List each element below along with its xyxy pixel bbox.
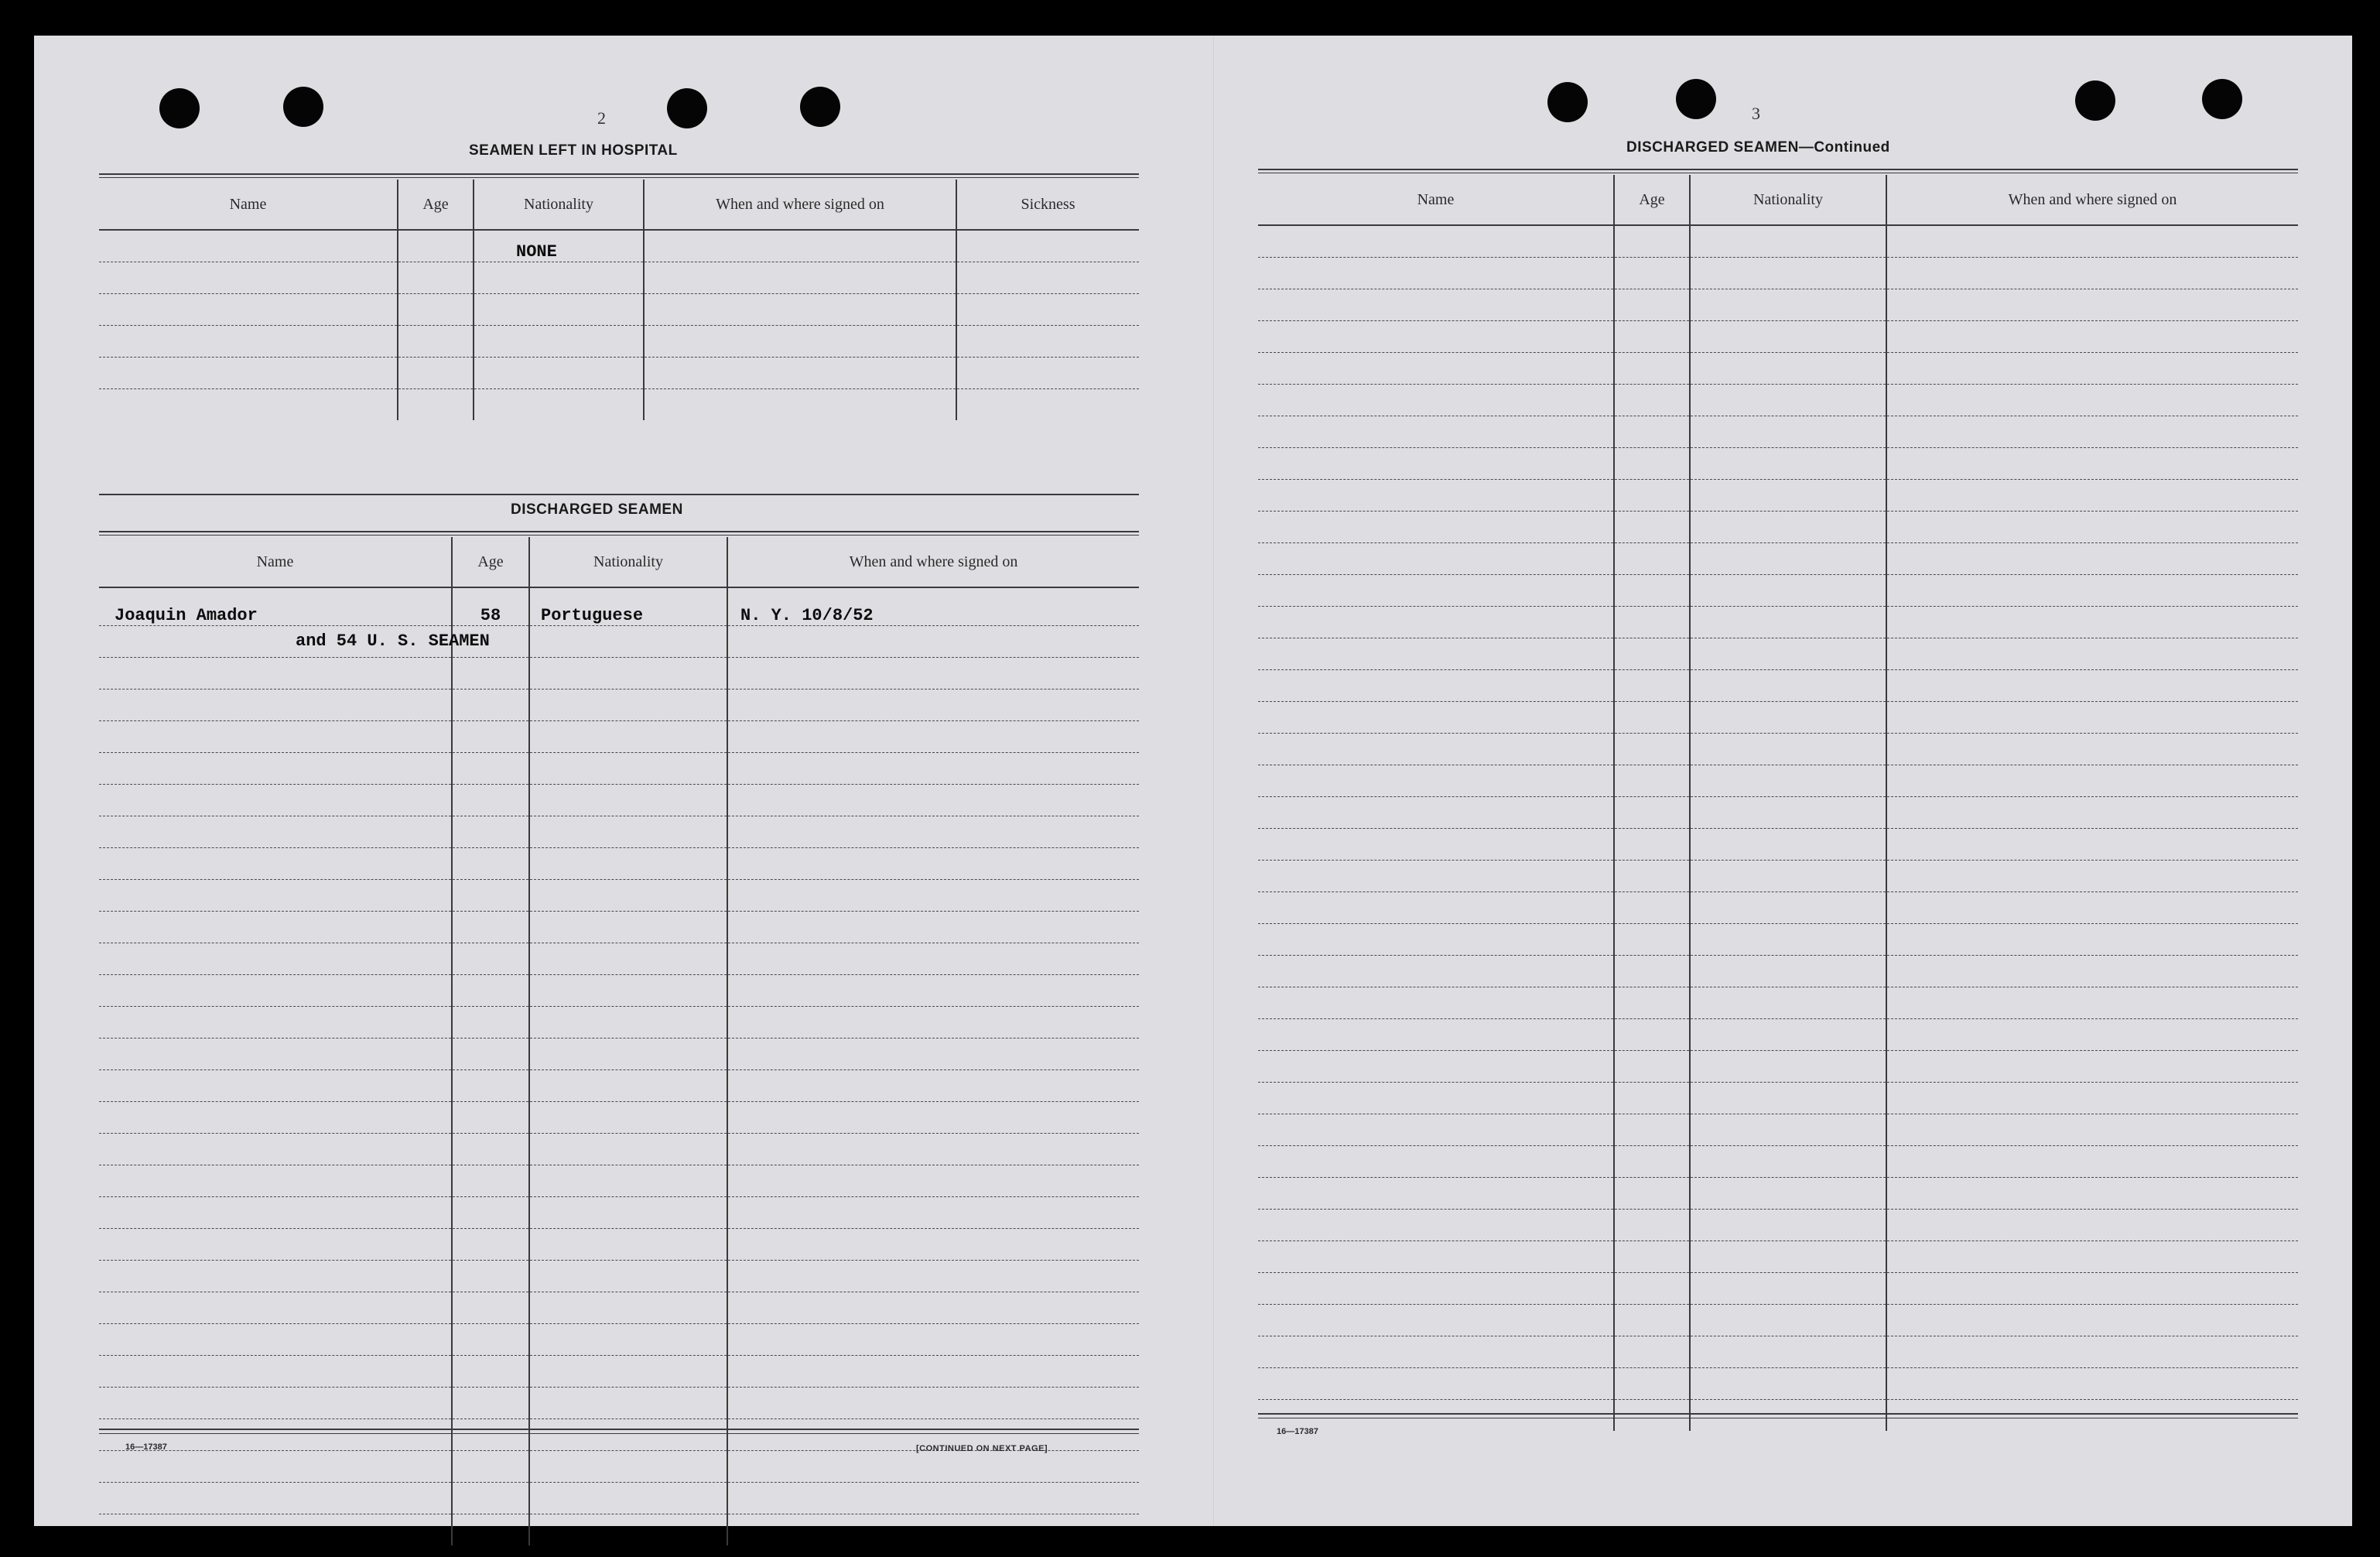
table-row <box>99 587 1139 626</box>
table-row <box>99 658 1139 690</box>
table-cell <box>1690 1019 1886 1051</box>
table-cell <box>1258 321 1614 353</box>
table-row <box>99 358 1139 389</box>
column-header-nationality: Nationality <box>474 180 644 230</box>
table-cell <box>1258 607 1614 638</box>
table-cell <box>1886 543 2298 575</box>
table-cell <box>1886 1336 2298 1368</box>
table-row <box>99 1292 1139 1324</box>
table-cell <box>1258 829 1614 861</box>
bottom-rule <box>1258 1413 2298 1415</box>
table-cell <box>1258 575 1614 607</box>
column-header-signed-on: When and where signed on <box>727 537 1139 587</box>
table-row <box>1258 765 2298 797</box>
table-row <box>1258 1083 2298 1114</box>
table-cell <box>1258 225 1614 258</box>
table-row <box>1258 385 2298 416</box>
table-cell <box>1258 1305 1614 1336</box>
table-cell <box>1690 1368 1886 1400</box>
table-cell <box>1690 734 1886 765</box>
table-row <box>99 753 1139 785</box>
table-cell <box>1690 670 1886 702</box>
table-cell <box>1614 1368 1690 1400</box>
table-cell <box>1690 321 1886 353</box>
table-row <box>99 816 1139 848</box>
table-cell <box>1614 480 1690 512</box>
table-cell <box>1258 543 1614 575</box>
table-cell <box>1690 861 1886 892</box>
table-cell <box>1614 1305 1690 1336</box>
column-header-age: Age <box>398 180 474 230</box>
punch-hole <box>1547 82 1588 122</box>
column-header-signed-on: When and where signed on <box>1886 175 2298 225</box>
table-cell <box>1690 575 1886 607</box>
table-cell <box>1886 480 2298 512</box>
table-cell <box>1614 956 1690 987</box>
double-rule <box>99 531 1139 532</box>
table-cell <box>1614 1336 1690 1368</box>
table-cell <box>1614 416 1690 448</box>
hospital-table <box>99 180 1139 420</box>
table-row <box>1258 734 2298 765</box>
seaman-nationality: Portuguese <box>541 606 644 625</box>
table-cell <box>1690 225 1886 258</box>
table-row <box>1258 1019 2298 1051</box>
table-row <box>1258 512 2298 543</box>
table-cell <box>1690 829 1886 861</box>
table-row <box>1258 956 2298 987</box>
table-cell <box>1258 956 1614 987</box>
table-cell <box>1258 734 1614 765</box>
table-row <box>99 1229 1139 1261</box>
table-cell <box>1258 289 1614 321</box>
table-row <box>99 262 1139 294</box>
table-row <box>99 785 1139 816</box>
table-row <box>1258 416 2298 448</box>
table-cell <box>1886 670 2298 702</box>
table-row <box>1258 670 2298 702</box>
hospital-header-row <box>99 180 1139 230</box>
table-row <box>99 1324 1139 1356</box>
table-cell <box>1614 734 1690 765</box>
table-cell <box>1886 1273 2298 1305</box>
table-cell <box>1258 987 1614 1019</box>
table-cell <box>1886 1305 2298 1336</box>
table-row <box>1258 225 2298 258</box>
table-cell <box>1886 1051 2298 1083</box>
table-row <box>99 1197 1139 1229</box>
table-row <box>1258 1051 2298 1083</box>
table-row <box>99 626 1139 658</box>
table-cell <box>1614 924 1690 956</box>
table-row <box>1258 1273 2298 1305</box>
table-cell <box>1614 829 1690 861</box>
table-cell <box>1258 861 1614 892</box>
table-row <box>1258 1368 2298 1400</box>
table-cell <box>1614 575 1690 607</box>
column-header-name: Name <box>1258 175 1614 225</box>
table-cell <box>1690 1400 1886 1432</box>
column-header-nationality: Nationality <box>1690 175 1886 225</box>
none-entry: NONE <box>516 242 557 262</box>
table-row <box>1258 797 2298 829</box>
table-cell <box>1886 289 2298 321</box>
table-cell <box>1690 448 1886 480</box>
column-header-age: Age <box>1614 175 1690 225</box>
table-cell <box>1614 702 1690 734</box>
bottom-rule <box>99 1433 1139 1434</box>
table-cell <box>1886 1400 2298 1432</box>
table-cell <box>1614 225 1690 258</box>
double-rule <box>99 177 1139 178</box>
table-cell <box>1614 289 1690 321</box>
table-cell <box>1614 385 1690 416</box>
table-cell <box>1258 892 1614 924</box>
table-cell <box>1258 1210 1614 1241</box>
table-cell <box>1258 258 1614 289</box>
table-row <box>99 326 1139 358</box>
section-rule <box>99 494 1139 495</box>
table-cell <box>1690 416 1886 448</box>
table-row <box>1258 1336 2298 1368</box>
table-cell <box>1258 448 1614 480</box>
table-cell <box>1614 797 1690 829</box>
table-row <box>99 848 1139 880</box>
column-header-signed-on: When and where signed on <box>644 180 956 230</box>
column-header-sickness: Sickness <box>956 180 1139 230</box>
table-cell <box>1886 734 2298 765</box>
table-row <box>99 880 1139 912</box>
table-cell <box>1690 607 1886 638</box>
table-cell <box>1614 448 1690 480</box>
table-row <box>1258 892 2298 924</box>
table-cell <box>1258 1146 1614 1178</box>
seaman-signed-on: N. Y. 10/8/52 <box>740 606 874 625</box>
table-row <box>99 1388 1139 1419</box>
table-cell <box>1614 765 1690 797</box>
table-cell <box>1258 702 1614 734</box>
table-row <box>99 1134 1139 1165</box>
table-row <box>99 912 1139 943</box>
table-row <box>1258 448 2298 480</box>
table-row <box>99 975 1139 1007</box>
table-cell <box>1614 861 1690 892</box>
punch-hole <box>2202 79 2242 119</box>
table-cell <box>1690 480 1886 512</box>
table-cell <box>1258 1368 1614 1400</box>
table-cell <box>1258 924 1614 956</box>
punch-hole <box>283 87 323 127</box>
table-cell <box>1614 892 1690 924</box>
discharged-header-row <box>99 537 1139 587</box>
table-cell <box>1690 1051 1886 1083</box>
table-row <box>99 690 1139 721</box>
column-header-name: Name <box>99 180 398 230</box>
title-suffix: —Continued <box>1798 139 1890 156</box>
table-cell <box>1690 1146 1886 1178</box>
table-cell <box>1690 289 1886 321</box>
table-cell <box>1886 321 2298 353</box>
table-cell <box>1258 765 1614 797</box>
table-cell <box>1690 1083 1886 1114</box>
table-row <box>99 943 1139 975</box>
table-row <box>1258 321 2298 353</box>
title-main: DISCHARGED SEAMEN <box>1626 139 1799 156</box>
punch-hole <box>2075 80 2115 121</box>
punch-hole <box>800 87 840 127</box>
table-cell <box>1258 1019 1614 1051</box>
table-cell <box>1690 987 1886 1019</box>
table-row <box>1258 353 2298 385</box>
table-cell <box>1690 1114 1886 1146</box>
table-cell <box>1614 1178 1690 1210</box>
table-row <box>99 1102 1139 1134</box>
discharged-continued-title <box>1626 139 1890 156</box>
table-row <box>1258 638 2298 670</box>
table-row <box>99 389 1139 421</box>
form-sheet <box>34 36 2352 1526</box>
table-cell <box>1614 1400 1690 1432</box>
table-row <box>1258 1114 2298 1146</box>
table-row <box>99 1356 1139 1388</box>
table-cell <box>1690 353 1886 385</box>
table-cell <box>1258 1178 1614 1210</box>
form-number: 16—17387 <box>125 1442 167 1452</box>
table-cell <box>1690 892 1886 924</box>
table-row <box>1258 861 2298 892</box>
table-cell <box>1690 385 1886 416</box>
table-cell <box>1886 1368 2298 1400</box>
table-cell <box>1614 353 1690 385</box>
table-cell <box>1690 924 1886 956</box>
table-row <box>99 230 1139 262</box>
table-cell <box>1886 829 2298 861</box>
table-row <box>99 294 1139 326</box>
table-cell <box>1886 638 2298 670</box>
table-cell <box>1614 512 1690 543</box>
table-cell <box>1886 924 2298 956</box>
table-cell <box>1886 258 2298 289</box>
discharged-header-row <box>1258 175 2298 225</box>
table-cell <box>1690 1210 1886 1241</box>
table-cell <box>1886 575 2298 607</box>
table-cell <box>1886 765 2298 797</box>
table-cell <box>1690 258 1886 289</box>
table-cell <box>1258 670 1614 702</box>
double-rule <box>99 173 1139 175</box>
table-cell <box>1258 385 1614 416</box>
table-cell <box>1886 1019 2298 1051</box>
table-row <box>99 1483 1139 1514</box>
table-cell <box>1886 416 2298 448</box>
table-cell <box>1614 1210 1690 1241</box>
table-cell <box>1614 1019 1690 1051</box>
table-cell <box>1886 797 2298 829</box>
punch-hole <box>159 88 200 128</box>
table-row <box>1258 607 2298 638</box>
table-row <box>1258 480 2298 512</box>
table-row <box>99 1039 1139 1070</box>
table-cell <box>1258 1051 1614 1083</box>
table-row <box>1258 575 2298 607</box>
table-cell <box>1886 987 2298 1019</box>
discharged-section-title: DISCHARGED SEAMEN <box>511 501 683 518</box>
table-cell <box>1886 1178 2298 1210</box>
table-row <box>99 1451 1139 1483</box>
table-cell <box>1614 638 1690 670</box>
table-cell <box>1690 765 1886 797</box>
discharged-continued-table <box>1258 175 2298 1431</box>
table-row <box>99 1007 1139 1039</box>
table-cell <box>1258 1114 1614 1146</box>
table-cell <box>1258 1336 1614 1368</box>
table-row <box>1258 1305 2298 1336</box>
table-cell <box>1886 512 2298 543</box>
table-row <box>1258 987 2298 1019</box>
table-cell <box>1614 1114 1690 1146</box>
table-cell <box>1886 861 2298 892</box>
table-cell <box>1258 512 1614 543</box>
table-cell <box>1886 225 2298 258</box>
table-cell <box>1690 702 1886 734</box>
table-row <box>1258 258 2298 289</box>
table-cell <box>1258 638 1614 670</box>
table-cell <box>1690 638 1886 670</box>
table-cell <box>1690 1241 1886 1273</box>
table-row <box>1258 1210 2298 1241</box>
form-number: 16—17387 <box>1277 1427 1318 1436</box>
table-cell <box>1614 607 1690 638</box>
table-cell <box>1614 1273 1690 1305</box>
page-number: 3 <box>1752 104 1760 123</box>
column-header-name: Name <box>99 537 452 587</box>
table-cell <box>1614 987 1690 1019</box>
table-cell <box>1614 543 1690 575</box>
table-cell <box>1258 1400 1614 1432</box>
column-header-age: Age <box>452 537 529 587</box>
table-row <box>99 1070 1139 1102</box>
table-cell <box>1886 448 2298 480</box>
table-row <box>1258 829 2298 861</box>
table-cell <box>1614 1146 1690 1178</box>
table-row <box>1258 1400 2298 1432</box>
table-row <box>1258 543 2298 575</box>
table-cell <box>1258 416 1614 448</box>
table-cell <box>1886 892 2298 924</box>
page-number: 2 <box>597 108 606 128</box>
punch-hole <box>1676 79 1716 119</box>
table-cell <box>1886 1083 2298 1114</box>
table-row <box>1258 289 2298 321</box>
right-page <box>1215 36 2352 1526</box>
table-cell <box>1886 956 2298 987</box>
table-cell <box>1614 670 1690 702</box>
left-page <box>34 36 1212 1526</box>
table-row <box>1258 1241 2298 1273</box>
table-cell <box>1886 353 2298 385</box>
table-cell <box>1690 1273 1886 1305</box>
table-row <box>1258 702 2298 734</box>
table-cell <box>1258 1241 1614 1273</box>
table-cell <box>1886 1114 2298 1146</box>
table-cell <box>1886 385 2298 416</box>
column-header-nationality: Nationality <box>529 537 727 587</box>
table-cell <box>1886 1210 2298 1241</box>
table-cell <box>1258 353 1614 385</box>
table-cell <box>1258 797 1614 829</box>
table-cell <box>1886 702 2298 734</box>
table-cell <box>1886 607 2298 638</box>
bottom-rule <box>99 1429 1139 1430</box>
discharged-table <box>99 537 1139 1545</box>
table-cell <box>1690 797 1886 829</box>
table-cell <box>1886 1241 2298 1273</box>
table-row <box>1258 1178 2298 1210</box>
table-cell <box>1690 956 1886 987</box>
punch-hole <box>667 88 707 128</box>
table-cell <box>1690 1336 1886 1368</box>
table-cell <box>1258 1273 1614 1305</box>
table-cell <box>1614 1051 1690 1083</box>
table-row <box>99 1514 1139 1546</box>
table-cell <box>1258 1083 1614 1114</box>
table-row <box>1258 1146 2298 1178</box>
continued-note: [CONTINUED ON NEXT PAGE] <box>916 1444 1048 1453</box>
table-cell <box>1690 512 1886 543</box>
table-cell <box>1690 543 1886 575</box>
table-cell <box>1690 1178 1886 1210</box>
additional-seamen-note: and 54 U. S. SEAMEN <box>296 631 490 651</box>
table-row <box>1258 924 2298 956</box>
table-cell <box>1258 480 1614 512</box>
table-cell <box>1614 321 1690 353</box>
seaman-name: Joaquin Amador <box>115 606 258 625</box>
table-cell <box>1614 1083 1690 1114</box>
double-rule <box>1258 169 2298 170</box>
seaman-age: 58 <box>480 606 501 625</box>
table-cell <box>1690 1305 1886 1336</box>
table-cell <box>1614 1241 1690 1273</box>
table-cell <box>1614 258 1690 289</box>
double-rule <box>99 535 1139 536</box>
table-cell <box>1886 1146 2298 1178</box>
hospital-section-title: SEAMEN LEFT IN HOSPITAL <box>469 142 678 159</box>
table-row <box>99 1261 1139 1292</box>
table-row <box>99 721 1139 753</box>
table-row <box>99 1165 1139 1197</box>
